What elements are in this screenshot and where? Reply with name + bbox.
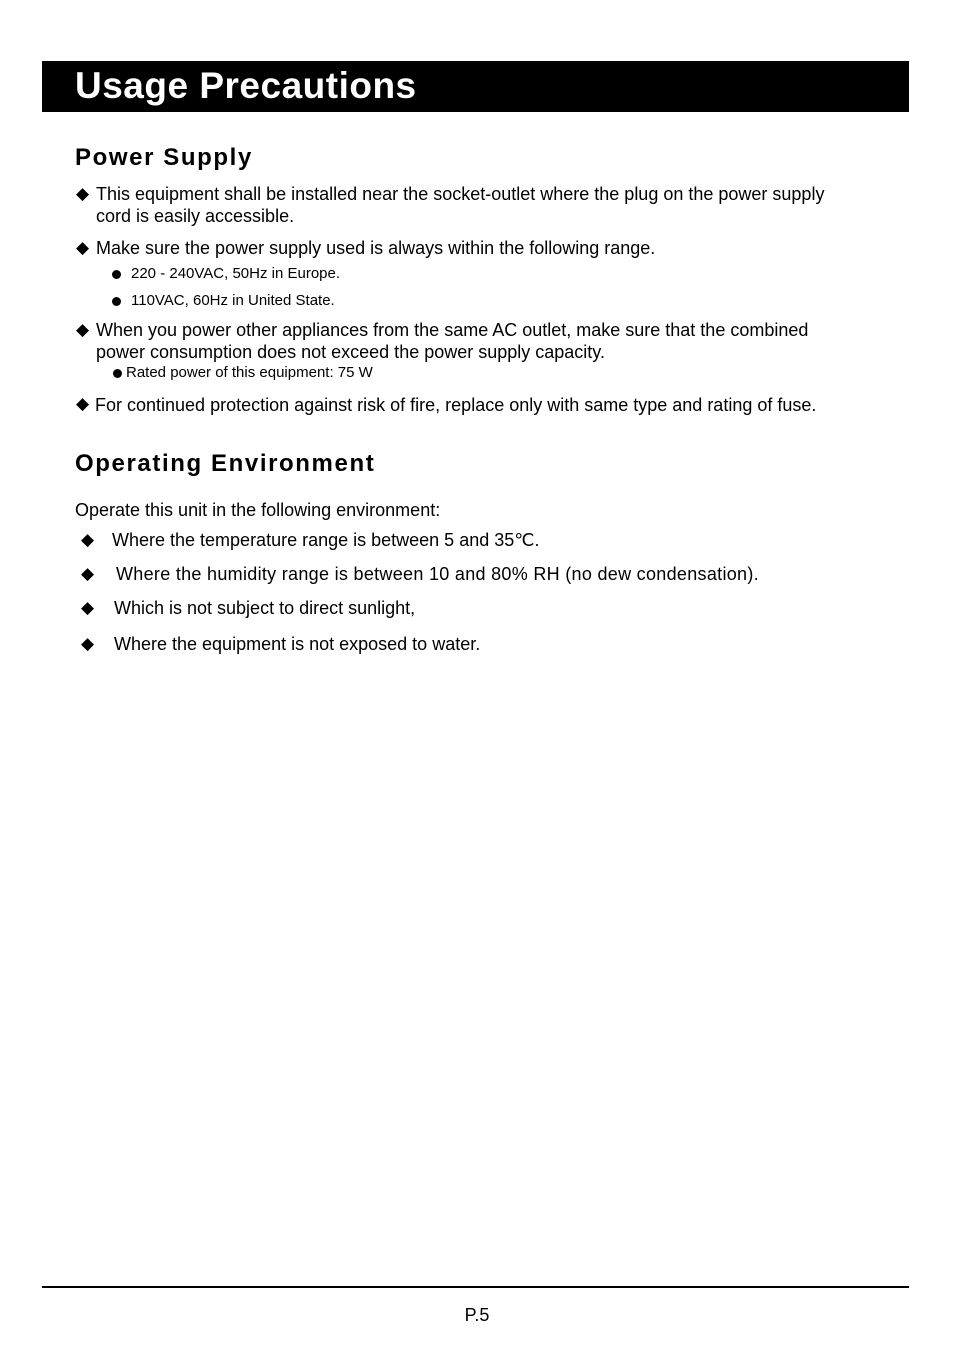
environment-item-water: Where the equipment is not exposed to water. [114,634,481,654]
power-range-europe: 220 - 240VAC, 50Hz in Europe. [131,265,341,282]
diamond-bullet-icon: ◆ [81,564,95,583]
environment-item-humidity: Where the humidity range is between 10 and 80% RH (no dew condensation). [116,564,759,584]
round-bullet-icon [112,270,121,279]
title-bar [42,61,909,112]
power-range-us: 110VAC, 60Hz in United State. [131,292,335,309]
power-item-1-line-1: This equipment shall be installed near the socket-outlet where the plug on the power supply [96,184,825,204]
diamond-bullet-icon: ◆ [76,238,90,257]
diamond-bullet-icon: ◆ [81,598,95,617]
power-item-2: Make sure the power supply used is always within the following range. [96,238,656,258]
power-supply-heading: Power Supply [75,144,253,171]
rated-power: Rated power of this equipment: 75 W [126,364,373,381]
power-item-1-line-2: cord is easily accessible. [96,206,295,226]
power-item-3-line-1: When you power other appliances from the same AC outlet, make sure that the combined [96,320,809,340]
page-title: Usage Precautions [75,65,417,106]
power-item-4: For continued protection against risk of fire, replace only with same type and rating of fuse. [95,395,817,415]
diamond-bullet-icon: ◆ [76,184,90,203]
environment-item-temperature: Where the temperature range is between 5 and 35℃. [112,530,540,550]
operating-environment-heading: Operating Environment [75,450,376,477]
diamond-bullet-icon: ◆ [81,530,95,549]
power-item-3-line-2: power consumption does not exceed the power supply capacity. [96,342,605,362]
diamond-bullet-icon: ◆ [76,320,90,339]
page-number: P.5 [464,1305,490,1325]
footer-divider [42,1286,909,1288]
round-bullet-icon [112,297,121,306]
round-bullet-icon [113,369,122,378]
diamond-bullet-icon: ◆ [76,394,90,413]
environment-item-sunlight: Which is not subject to direct sunlight, [114,598,416,618]
environment-intro: Operate this unit in the following environment: [75,500,441,520]
diamond-bullet-icon: ◆ [81,634,95,653]
